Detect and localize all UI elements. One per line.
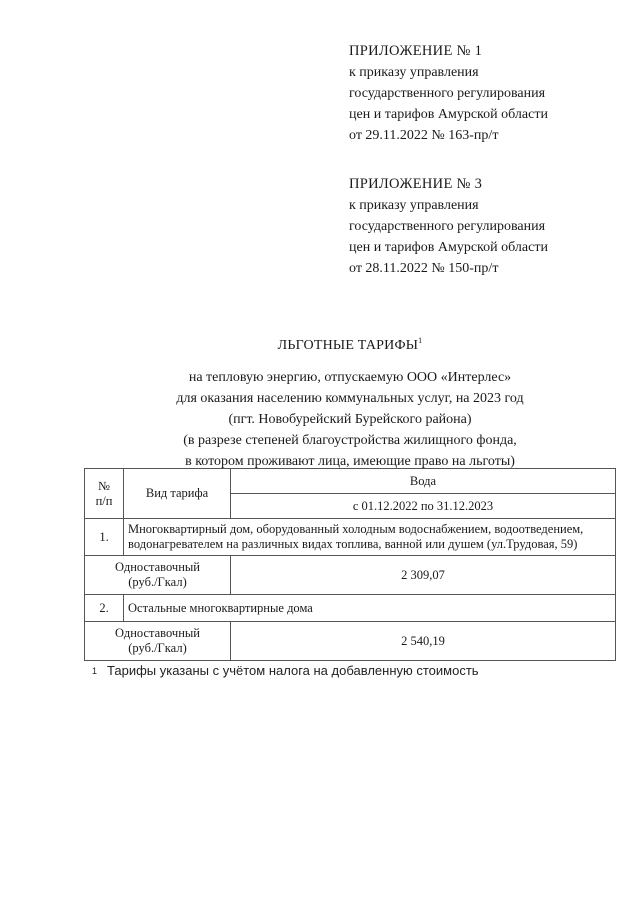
tariff-label-cell: Одноставочный (руб./Гкал): [85, 622, 231, 661]
header-period-cell: с 01.12.2022 по 31.12.2023: [231, 494, 616, 519]
annex-3-line: цен и тарифов Амурской области: [349, 240, 548, 255]
annex-1-heading: ПРИЛОЖЕНИЕ № 1: [349, 43, 483, 59]
annex-1-header: [349, 41, 548, 146]
tariff-value-cell: 2 540,19: [231, 622, 616, 661]
header-water-cell: Вода: [231, 469, 616, 494]
header-tariff-type-cell: Вид тарифа: [124, 469, 231, 519]
annex-1-line: к приказу управления: [349, 65, 479, 80]
document-title-block: [90, 330, 610, 472]
title-footnote-mark: 1: [418, 336, 423, 345]
footnote-text: Тарифы указаны с учётом налога на добавленную стоимость: [107, 663, 479, 678]
tariff-value-cell: 2 309,07: [231, 556, 616, 595]
row-number-cell: 1.: [85, 519, 124, 556]
tariff-table: [84, 468, 616, 661]
table-row: [85, 622, 616, 661]
subtitle-line: в котором проживают лица, имеющие право на льготы): [185, 454, 515, 469]
footnote: [92, 663, 479, 678]
subtitle-line: для оказания населению коммунальных услуг, на 2023 год: [176, 391, 524, 406]
row-number-cell: 2.: [85, 595, 124, 622]
document-title: ЛЬГОТНЫЕ ТАРИФЫ$^1$: [277, 336, 423, 353]
table-row: [85, 595, 616, 622]
annex-3-heading: ПРИЛОЖЕНИЕ № 3: [349, 176, 483, 192]
footnote-mark: 1: [92, 666, 98, 676]
header-number-cell: № п/п: [85, 469, 124, 519]
annex-3-line: государственного регулирования: [349, 219, 546, 234]
subtitle-line: (пгт. Новобурейский Бурейского района): [228, 412, 472, 427]
annex-3-line: к приказу управления: [349, 198, 479, 213]
subtitle-line: на тепловую энергию, отпускаемую ООО «Интерлес»: [188, 370, 512, 385]
table-row: [85, 556, 616, 595]
row-description-cell: Остальные многоквартирные дома: [124, 595, 616, 622]
subtitle-line: (в разрезе степеней благоустройства жилищного фонда,: [183, 433, 517, 448]
table-row: [85, 519, 616, 556]
table-header-row: [85, 469, 616, 494]
row-description-cell: Многоквартирный дом, оборудованный холодным водоснабжением, водоотведением, водонагревателем на различных видах топлива, ванной или душем (ул.Трудовая, 59): [124, 519, 616, 556]
annex-3-header: [349, 174, 548, 279]
annex-1-line: государственного регулирования: [349, 86, 546, 101]
annex-1-line: цен и тарифов Амурской области: [349, 107, 548, 122]
annex-3-line: от 28.11.2022 № 150-пр/т: [349, 261, 499, 276]
annex-1-line: от 29.11.2022 № 163-пр/т: [349, 128, 499, 143]
tariff-label-cell: Одноставочный (руб./Гкал): [85, 556, 231, 595]
